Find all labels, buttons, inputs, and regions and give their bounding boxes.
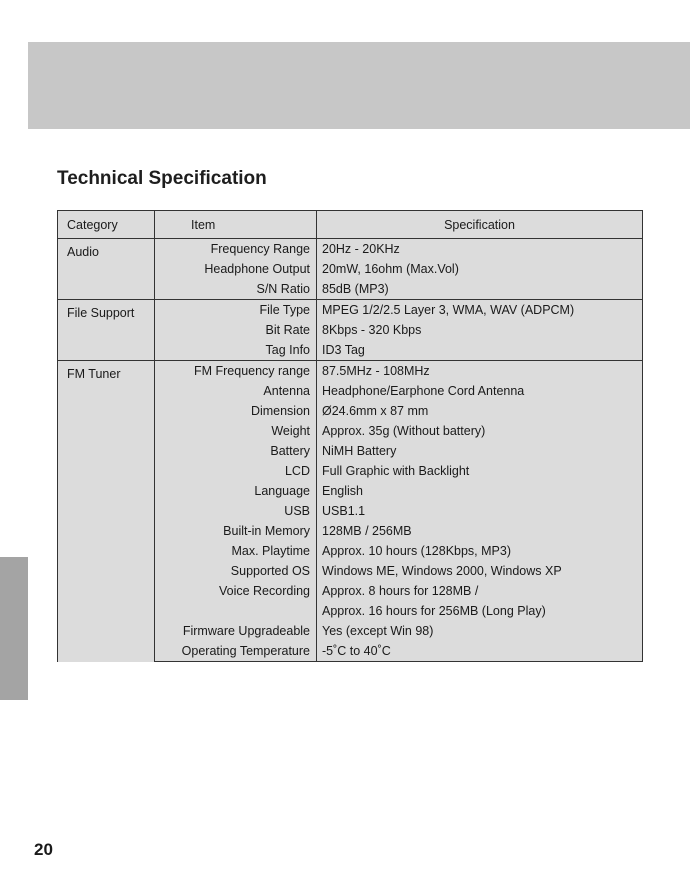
specification-cell: Approx. 35g (Without battery) bbox=[317, 421, 643, 441]
item-cell bbox=[155, 601, 317, 621]
item-cell: S/N Ratio bbox=[155, 279, 317, 300]
item-cell: USB bbox=[155, 501, 317, 521]
specification-cell: English bbox=[317, 481, 643, 501]
specification-cell: 20mW, 16ohm (Max.Vol) bbox=[317, 259, 643, 279]
specification-cell: 85dB (MP3) bbox=[317, 279, 643, 300]
header-specification: Specification bbox=[317, 211, 643, 239]
item-cell: FM Frequency range bbox=[155, 361, 317, 382]
item-cell: Built-in Memory bbox=[155, 521, 317, 541]
item-cell: Firmware Upgradeable bbox=[155, 621, 317, 641]
spec-table-body bbox=[58, 239, 643, 662]
specification-cell: Windows ME, Windows 2000, Windows XP bbox=[317, 561, 643, 581]
specification-cell: 128MB / 256MB bbox=[317, 521, 643, 541]
category-label: FM Tuner bbox=[67, 367, 121, 381]
specification-cell: Approx. 16 hours for 256MB (Long Play) bbox=[317, 601, 643, 621]
specification-cell: 8Kbps - 320 Kbps bbox=[317, 320, 643, 340]
item-cell: LCD bbox=[155, 461, 317, 481]
specification-cell: 87.5MHz - 108MHz bbox=[317, 361, 643, 382]
item-cell: File Type bbox=[155, 300, 317, 321]
header-band bbox=[28, 42, 690, 129]
category-label: Audio bbox=[67, 245, 99, 259]
item-cell: Voice Recording bbox=[155, 581, 317, 601]
side-tab bbox=[0, 557, 28, 700]
item-cell: Tag Info bbox=[155, 340, 317, 361]
item-cell: Antenna bbox=[155, 381, 317, 401]
item-cell: Headphone Output bbox=[155, 259, 317, 279]
item-cell: Battery bbox=[155, 441, 317, 461]
page-number: 20 bbox=[34, 840, 53, 859]
specification-cell: -5˚C to 40˚C bbox=[317, 641, 643, 662]
item-cell: Weight bbox=[155, 421, 317, 441]
specification-cell: Ø24.6mm x 87 mm bbox=[317, 401, 643, 421]
category-label: File Support bbox=[67, 306, 135, 320]
spec-table bbox=[57, 210, 643, 662]
table-header-row bbox=[58, 211, 643, 239]
table-row bbox=[58, 300, 643, 321]
item-cell: Bit Rate bbox=[155, 320, 317, 340]
item-cell: Max. Playtime bbox=[155, 541, 317, 561]
specification-cell: Approx. 10 hours (128Kbps, MP3) bbox=[317, 541, 643, 561]
category-cell bbox=[58, 300, 155, 361]
specification-cell: Yes (except Win 98) bbox=[317, 621, 643, 641]
specification-cell: 20Hz - 20KHz bbox=[317, 239, 643, 260]
specification-cell: NiMH Battery bbox=[317, 441, 643, 461]
item-cell: Operating Temperature bbox=[155, 641, 317, 662]
item-cell: Frequency Range bbox=[155, 239, 317, 260]
item-cell: Supported OS bbox=[155, 561, 317, 581]
category-cell bbox=[58, 361, 155, 662]
specification-cell: USB1.1 bbox=[317, 501, 643, 521]
table-row bbox=[58, 361, 643, 382]
specification-cell: Approx. 8 hours for 128MB / bbox=[317, 581, 643, 601]
specification-cell: Headphone/Earphone Cord Antenna bbox=[317, 381, 643, 401]
page-title: Technical Specification bbox=[57, 168, 267, 189]
category-cell bbox=[58, 239, 155, 300]
item-cell: Language bbox=[155, 481, 317, 501]
specification-cell: MPEG 1/2/2.5 Layer 3, WMA, WAV (ADPCM) bbox=[317, 300, 643, 321]
specification-cell: Full Graphic with Backlight bbox=[317, 461, 643, 481]
header-category: Category bbox=[58, 211, 155, 239]
specification-cell: ID3 Tag bbox=[317, 340, 643, 361]
header-item: Item bbox=[155, 211, 317, 239]
table-row bbox=[58, 239, 643, 260]
item-cell: Dimension bbox=[155, 401, 317, 421]
